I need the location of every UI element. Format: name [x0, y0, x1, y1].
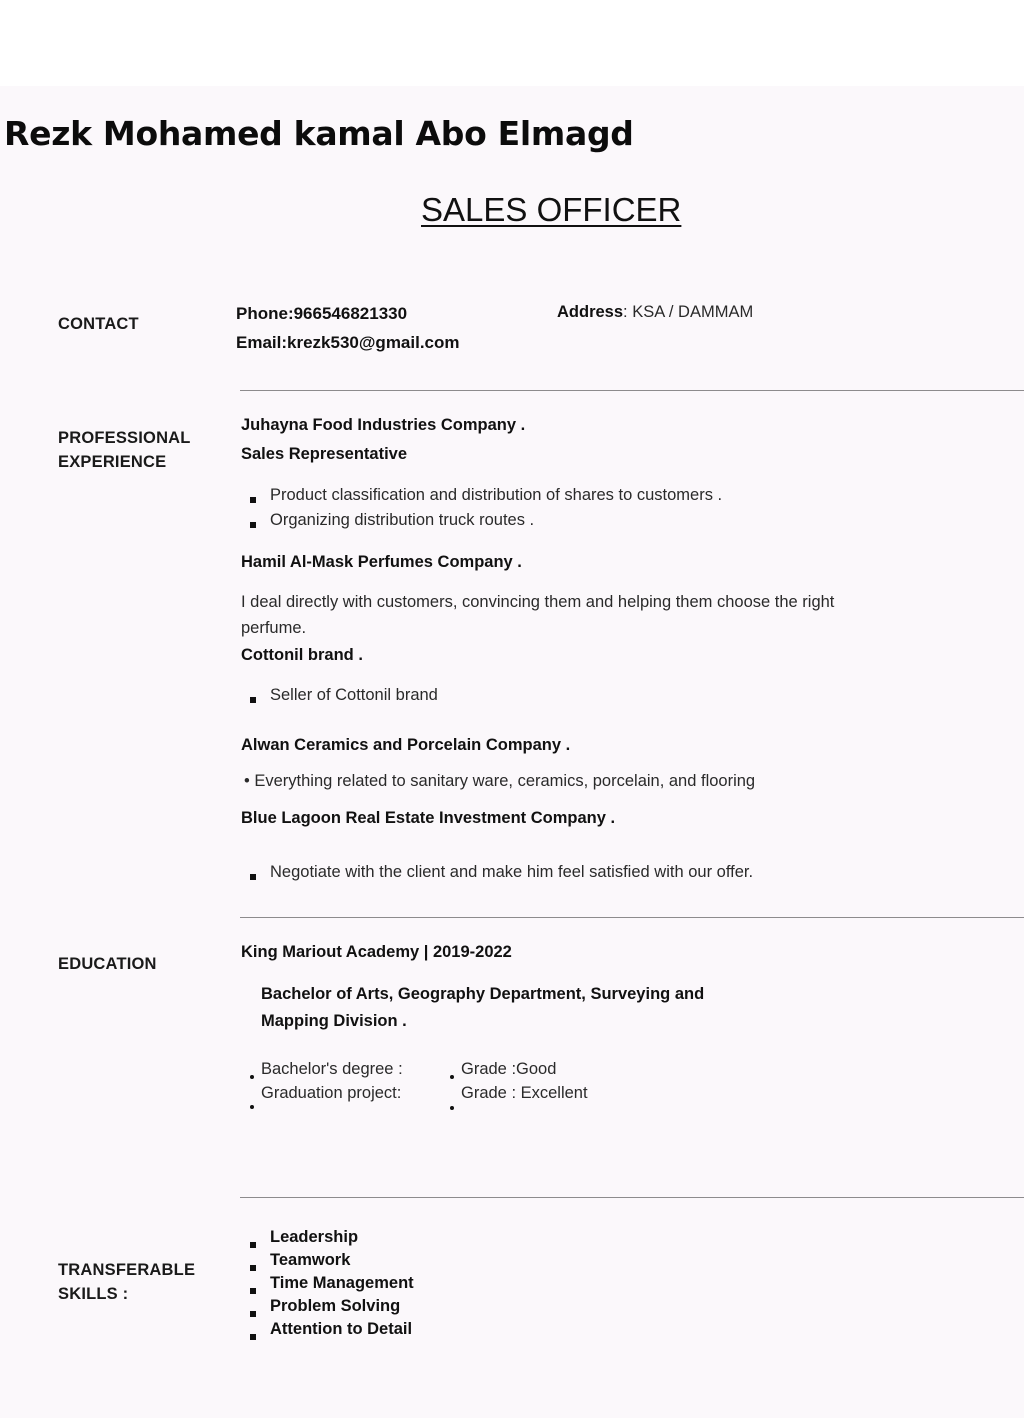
address-label: Address: [557, 303, 624, 321]
divider: [240, 1197, 1024, 1198]
skills-heading: [58, 1258, 195, 1306]
skill-item: Teamwork: [270, 1251, 351, 1269]
skill-item: Attention to Detail: [270, 1320, 413, 1338]
experience-heading: [58, 426, 191, 474]
job-company: Juhayna Food Industries Company .: [241, 416, 526, 434]
bullet-icon: [250, 1075, 254, 1079]
education-row-grade: Grade :Good: [461, 1060, 557, 1078]
skills-heading-line1: TRANSFERABLE: [58, 1261, 196, 1279]
bullet-icon: [250, 1242, 256, 1248]
bullet-icon: [250, 1265, 256, 1271]
education-row-grade: Grade : Excellent: [461, 1084, 588, 1102]
skills-heading-line2: SKILLS :: [58, 1285, 129, 1303]
education-row-label: Graduation project:: [261, 1084, 402, 1102]
job-role: Sales Representative: [241, 445, 408, 463]
job-bullet: Negotiate with the client and make him feel satisfied with our offer.: [270, 863, 754, 881]
education-row-label: Bachelor's degree :: [261, 1060, 403, 1078]
skill-item: Time Management: [270, 1274, 414, 1292]
job-bullet: Product classification and distribution of shares to customers .: [270, 486, 723, 504]
page-top-margin: [0, 0, 1024, 86]
job-title: SALES OFFICER: [421, 191, 682, 228]
bullet-icon: [250, 697, 256, 703]
job-company: Cottonil brand .: [241, 646, 363, 664]
experience-heading-line2: EXPERIENCE: [58, 453, 167, 471]
contact-heading: CONTACT: [58, 315, 139, 333]
bullet-icon: [250, 1288, 256, 1294]
job-company: Alwan Ceramics and Porcelain Company .: [241, 736, 571, 754]
contact-address: [557, 303, 753, 322]
skill-item: Problem Solving: [270, 1297, 401, 1315]
job-description: • Everything related to sanitary ware, ceramics, porcelain, and flooring: [244, 772, 756, 790]
bullet-icon: [250, 522, 256, 528]
education-heading: EDUCATION: [58, 955, 157, 973]
divider: [240, 917, 1024, 918]
candidate-name: Rezk Mohamed kamal Abo Elmagd: [4, 114, 634, 153]
contact-email: Email:krezk530@gmail.com: [236, 333, 460, 352]
job-bullet: Organizing distribution truck routes .: [270, 511, 535, 529]
job-description: perfume.: [241, 619, 307, 637]
job-company: Blue Lagoon Real Estate Investment Company .: [241, 809, 616, 827]
bullet-icon: [250, 1334, 256, 1340]
divider: [240, 390, 1024, 391]
address-value: : KSA / DAMMAM: [623, 303, 754, 321]
experience-heading-line1: PROFESSIONAL: [58, 429, 191, 447]
bullet-icon: [250, 497, 256, 503]
skill-item: Leadership: [270, 1228, 359, 1246]
bullet-icon: [250, 1311, 256, 1317]
education-degree: Bachelor of Arts, Geography Department, Surveying and: [261, 985, 705, 1003]
job-company: Hamil Al-Mask Perfumes Company .: [241, 553, 522, 571]
job-bullet: Seller of Cottonil brand: [270, 686, 438, 704]
education-school: King Mariout Academy | 2019-2022: [241, 943, 512, 961]
bullet-icon: [250, 1105, 254, 1109]
education-degree: Mapping Division .: [261, 1012, 407, 1030]
bullet-icon: [450, 1075, 454, 1079]
job-description: I deal directly with customers, convincing them and helping them choose the right: [241, 593, 835, 611]
bullet-icon: [250, 874, 256, 880]
contact-phone: Phone:966546821330: [236, 304, 408, 323]
bullet-icon: [450, 1106, 454, 1110]
